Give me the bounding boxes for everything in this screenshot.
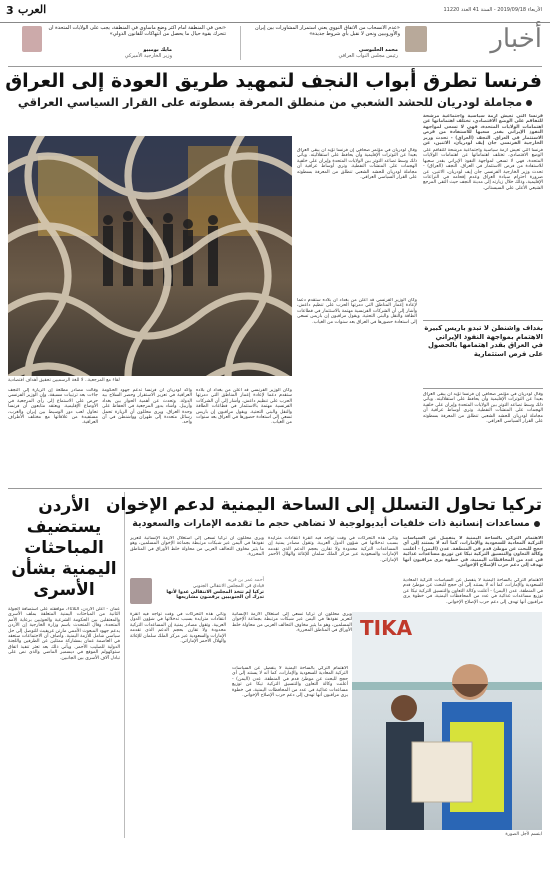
masthead — [0, 0, 550, 23]
lead-col-3: وكان الوزير الفرنسي قد أعلن من بغداد أن بلاده ستقدم دعما لإعادة إعمار المناطق التي دمرتها الحرب على تنظيم داعش، وأشار إلى أن الشركات الفرنسية مهتمة بالاستثمار في قطاعات الطاقة والنقل والبنى التحتية. ويقول مراقبون إن باريس تسعى إلى استعادة حضورها في العراق بعد سنوات من الغياب. — [196, 388, 292, 426]
author-quote — [156, 578, 264, 601]
teaser-name-2: محمد الحلبوسي — [358, 47, 398, 53]
author-photo — [130, 578, 152, 604]
turkey-photo-caption: ابتسم لأجل الصورة — [505, 832, 542, 837]
author-name: أحمد عمر بن فريد — [227, 578, 264, 583]
turkey-col-5: ويرى محللون أن تركيا تسعى إلى استغلال الأزمة الإنسانية لتعزيز نفوذها في اليمن عبر شبكات مرتبطة بجماعة الإخوان المسلمين، وهو ما يثير مخاوف التحالف العربي من محاولة خلط الأوراق في المناطق المحررة. — [232, 612, 352, 634]
teaser-quote-2: «عدم الانسحاب من الاتفاق النووي يعني استمرار المشاورات بين إيران والأوروبيين ونحن لا نقبل بأي شروط جديدة» — [254, 25, 400, 37]
turkey-col-3: ويرى محللون أن تركيا تسعى إلى استغلال الأزمة الإنسانية لتعزيز نفوذها في اليمن عبر شبكات مرتبطة بجماعة الإخوان المسلمين، وهو ما يثير مخاوف التحالف العربي من محاولة خلط الأوراق في المناطق المحررة. — [130, 536, 264, 558]
turkey-col-1: الاهتمام التركي بالساحة اليمنية لا ينفصل عن السياسات التركية المعادية للسعودية والإمارات، كما أنه لا يستند إلى أي حجج للبحث عن موطئ قدم في المنطقة. عدن (اليمن) - أعلنت وكالة التعاون والتنسيق التركية تيكا عن توزيع مساعدات غذائية في عدد من المحافظات اليمنية، في خطوة يرى مراقبون أنها تهدف إلى دعم حزب الإصلاح الإخواني. — [403, 578, 543, 605]
lead-col-2: وقال لودريان في مؤتمر صحافي إن فرنسا تؤيد أن يبقى العراق بعيدا عن التوترات الإقليمية وأن يحافظ على استقلاليته. ويأتي ذلك وسط تصاعد التوتر بين الولايات المتحدة وإيران على خلفية الهجمات على المنشآت النفطية. وترى أوساط عراقية أن مجاملة لودريان للحشد الشعبي تنطلق من المعرفة بسطوته على القرار السياسي العراقي. — [297, 148, 417, 181]
teaser-name-1: مايك بومبيو — [143, 47, 172, 53]
teaser-role-1: وزير الخارجية الأميركي — [124, 53, 172, 59]
turkey-col-4: وتأتي هذه التحركات في وقت تواجه فيه أنقرة انتقادات متزايدة بسبب تدخلاتها في شؤون الدول العربية. وتقول مصادر يمنية إن المساعدات التركية محدودة ولا تقارن بحجم الدعم الذي تقدمه الإمارات والسعودية عبر مركز الملك سلمان للإغاثة والهلال الأحمر الإماراتي. — [130, 612, 226, 645]
newspaper-logo: العرب — [18, 3, 47, 16]
lead-col-2b: وكان الوزير الفرنسي قد أعلن من بغداد أن بلاده ستقدم دعما لإعادة إعمار المناطق التي دمرتها الحرب على تنظيم داعش، وأشار إلى أن الشركات الفرنسية مهتمة بالاستثمار في قطاعات الطاقة والنقل والبنى التحتية. ويقول مراقبون إن باريس تسعى إلى استعادة حضورها في العراق بعد سنوات من الغياب. — [297, 298, 417, 325]
mid-divider — [8, 488, 542, 489]
jordan-headline: الأردن يستضيف المباحثات اليمنية بشأن الأسرى — [11, 496, 117, 600]
tika-sign: TIKA — [360, 616, 413, 640]
jordan-box — [8, 492, 120, 838]
lead-subhead — [8, 95, 542, 109]
turkey-headline: تركيا تحاول التسلل إلى الساحة اليمنية لدعم الإخوان — [106, 495, 542, 515]
teaser-person-1 — [52, 47, 172, 59]
lead-col-4: وأكد لودريان أن فرنسا تدعم جهود الحكومة العراقية في تعزيز الاستقرار وحصر السلاح بيد الدولة. وتحدث عن أهمية الحوار بين بغداد وأربيل. وأشاد بدور المرجعية في الحفاظ على وحدة العراق. ويرى محللون أن الزيارة تحمل رسائل متعددة إلى طهران وواشنطن في آن واحد. — [102, 388, 192, 426]
date-line: الأربعاء 2019/09/18 - السنة 41 العدد 11220 — [443, 7, 542, 13]
bullet-icon — [534, 521, 540, 527]
teaser-quote-1: «نحن في المنطقة أمام أكثر وضع مأساوي في المنطقة، يجب على الولايات المتحدة أن تتحرك بقوة حيال ما يحصل من انتهاكات للقانون الدولي» — [48, 25, 226, 37]
turkey-intro: الاهتمام التركي بالساحة اليمنية لا ينفصل عن السياسات التركية المعادية للسعودية والإمارات، كما أنه لا يستند إلى أي حجج للبحث عن موطئ قدم في المنطقة. عدن (اليمن) - أعلنت وكالة التعاون والتنسيق التركية تيكا عن توزيع مساعدات غذائية في عدد من المحافظات اليمنية، في خطوة يرى مراقبون أنها تهدف إلى دعم حزب الإصلاح الإخواني. — [403, 536, 543, 569]
jordan-text: عمان - أعلن الأردن، الثلاثاء، موافقته على استضافة الجولة الثانية من المباحثات اليمنية المتعلقة بملف الأسرى والمعتقلين بين الحكومة الشرعية والحوثيين برعاية الأمم المتحدة. وقال المتحدث باسم وزارة الخارجية إن الأردن يدعم جهود المبعوث الأممي مارتن غريفيث للتوصل إلى حل سياسي شامل للأزمة اليمنية. وأضاف أن الاجتماعات ستعقد في العاصمة عمان بمشاركة ممثلين عن الطرفين واللجنة الدولية للصليب الأحمر. ويأتي ذلك بعد تعثر تنفيذ اتفاق ستوكهولم الموقع في ديسمبر الماضي والذي نص على تبادل آلاف الأسرى بين الجانبين. — [8, 607, 120, 661]
page-number: 3 — [6, 4, 14, 17]
lattice-overlay — [8, 136, 292, 376]
turkey-subhead-text: مساعدات إنسانية ذات خلفيات أيديولوجية لا تضاهي حجم ما تقدمه الإمارات والسعودية — [132, 518, 530, 529]
lead-col-1: فرنسا التي تعيش أزمة سياسية واجتماعية مرشحة للتفاقم على الوضع الاقتصادي، تختلف اهتماماتها عن اهتمامات الولايات المتحدة، فهي لا تسعى لمواجهة النفوذ الإيراني بقدر سعيها للاستفادة من فرص الاستثمار في العراق. النجف (العراق) - تحدث وزير الخارجية الفرنسي جان إيف لودريان، الاثنين، عن ضرورة احترام سيادة العراق وعدم إقحامه في النزاعات الإقليمية، وذلك خلال زيارته إلى مدينة النجف حيث التقى المرجع الشيعي الأعلى علي السيستاني. — [423, 148, 543, 191]
sidebar-divider-top — [423, 320, 543, 321]
turkey-photo-scene — [352, 612, 542, 830]
teaser-divider — [240, 26, 241, 60]
sidebar-divider-bottom — [423, 388, 543, 389]
turkey-photo — [352, 612, 542, 830]
section-title: أخبار — [490, 24, 542, 54]
jordan-divider — [124, 492, 125, 838]
teaser-role-2: رئيس مجلس النواب العراقي — [338, 53, 398, 59]
lead-col-1b: وقال لودريان في مؤتمر صحافي إن فرنسا تؤيد أن يبقى العراق بعيدا عن التوترات الإقليمية وأن يحافظ على استقلاليته. ويأتي ذلك وسط تصاعد التوتر بين الولايات المتحدة وإيران على خلفية الهجمات على المنشآت النفطية. وترى أوساط عراقية أن مجاملة لودريان للحشد الشعبي تنطلق من المعرفة بسطوته على القرار السياسي العراقي. — [423, 392, 543, 425]
lead-sidebar-head: بغداف واشنطن لا تبدو باريس كبيرة الاهتمام بمواجهة النفوذ الإيراني في العراق بقدر اهتمامها بالحصول على فرص استثمارية — [424, 324, 543, 358]
pompeo-photo — [22, 26, 42, 52]
bullet-icon — [526, 100, 532, 106]
turkey-subhead — [130, 518, 542, 530]
top-divider — [8, 66, 542, 67]
author-quote-text: تركيا لم تتخذ المجلس الانتقالي عدوا لأنها تدرك أن الجنوبيين يرفضون مشاريعها — [166, 589, 264, 601]
teaser-person-2 — [250, 47, 398, 59]
author-role: قيادي في المجلس الانتقالي الجنوبي — [192, 583, 264, 589]
turkey-col-2: وتأتي هذه التحركات في وقت تواجه فيه أنقرة انتقادات متزايدة بسبب تدخلاتها في شؤون الدول العربية. وتقول مصادر يمنية إن المساعدات التركية محدودة ولا تقارن بحجم الدعم الذي تقدمه الإمارات والسعودية عبر مركز الملك سلمان للإغاثة والهلال الأحمر الإماراتي. — [268, 536, 398, 563]
halbousi-photo — [405, 26, 427, 52]
lead-photo-caption: لقاء مع المرجعية.. لا للغة الرسميين تحقيق أهداف اقتصادية — [8, 378, 120, 383]
lead-subhead-text: مجاملة لودريان للحشد الشعبي من منطلق المعرفة بسطوته على القرار السياسي العراقي — [17, 95, 523, 109]
lead-col-5: وقالت مصادر مطلعة إن الزيارة إلى النجف جاءت بعد ترتيبات مسبقة، وإن الوزير الفرنسي حرص على الاستماع إلى رأي المرجعية في الأوضاع الإقليمية. ويعتقد متابعون أن فرنسا تحاول لعب دور الوسيط بين إيران والغرب، مستفيدة من علاقاتها مع مختلف الأطراف العراقية. — [8, 388, 98, 426]
lead-headline: فرنسا تطرق أبواب النجف لتمهيد طريق العودة إلى العراق — [5, 70, 542, 92]
lead-photo — [8, 136, 292, 376]
turkey-col-6: الاهتمام التركي بالساحة اليمنية لا ينفصل عن السياسات التركية المعادية للسعودية والإمارات، كما أنه لا يستند إلى أي حجج للبحث عن موطئ قدم في المنطقة. عدن (اليمن) - أعلنت وكالة التعاون والتنسيق التركية تيكا عن توزيع مساعدات غذائية في عدد من المحافظات اليمنية، في خطوة يرى مراقبون أنها تهدف إلى دعم حزب الإصلاح الإخواني. — [232, 666, 348, 699]
author-quote-box — [130, 578, 264, 608]
top-teasers — [0, 22, 550, 64]
lead-intro: فرنسا التي تعيش أزمة سياسية واجتماعية مرشحة للتفاقم على الوضع الاقتصادي، تختلف اهتماماتها عن اهتمامات الولايات المتحدة، فهي لا تسعى لمواجهة النفوذ الإيراني بقدر سعيها للاستفادة من فرص الاستثمار في العراق. النجف (العراق) - تحدث وزير الخارجية الفرنسي جان إيف لودريان، الاثنين، عن — [423, 114, 543, 146]
